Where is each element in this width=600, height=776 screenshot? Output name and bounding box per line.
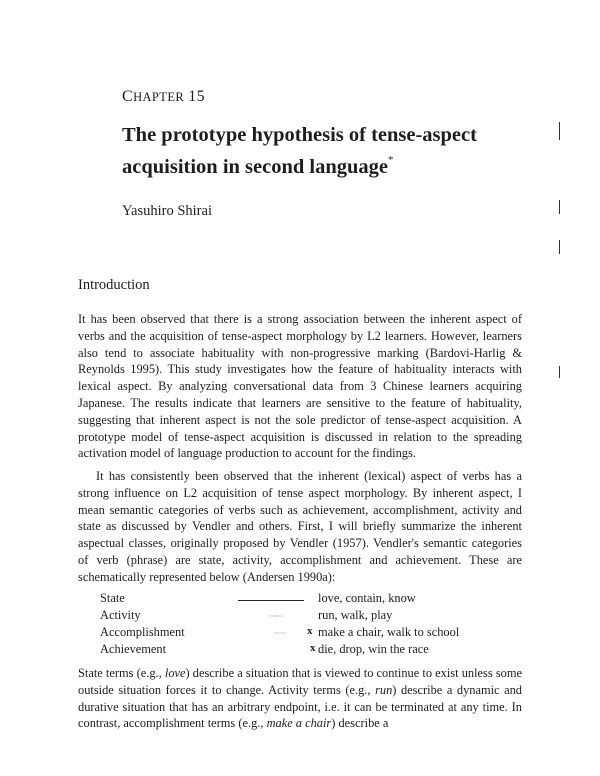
schema-row-activity [100, 608, 500, 625]
endpoint-mark: x [310, 642, 316, 654]
chapter-word: HAPTER [133, 90, 185, 104]
schema-row-accomplishment [100, 625, 500, 642]
title-line-2 [122, 149, 542, 181]
author-name: Yasuhiro Shirai [122, 203, 212, 219]
chapter-initial: C [122, 88, 134, 105]
text-run: ) describe a situation that is viewed to continue to exist unless some outside situation forces it to change. Activity terms (e.g., [78, 666, 522, 697]
aspect-classes-schema [100, 591, 500, 659]
class-name: Accomplishment [100, 625, 185, 639]
title-footnote-mark: * [388, 154, 394, 166]
title-line-2-text: acquisition in second language [122, 155, 388, 178]
dynamic-wavy-line [256, 632, 304, 634]
schema-row-state [100, 591, 500, 608]
class-name: Achievement [100, 642, 167, 656]
chapter-title [122, 122, 542, 181]
endpoint-mark: x [307, 625, 313, 637]
dynamic-wavy-line [248, 615, 304, 617]
text-run: State terms (e.g., [78, 666, 165, 680]
class-examples: make a chair, walk to school [318, 625, 460, 639]
body-paragraph-1: It has consistently been observed that the inherent (lexical) aspect of verbs has a strong influence on L2 acquisition of tense aspect morphology. By inherent aspect, I mean semantic categories of verbs such as achievement, accomplishment, activity and state as discussed by Vendler and others. First, I will briefly summarize the inherent aspectual classes, originally proposed by Vendler (1957). Vendler's semantic categories of verb (phrase) are state, activity, accomplishment and achievement. These are schematically represented below (Andersen 1990a): [78, 469, 522, 584]
class-examples: love, contain, know [318, 591, 416, 605]
text-run: ) describe a [331, 716, 389, 731]
class-examples: die, drop, win the race [318, 642, 429, 656]
text-run: ) describe a dynamic and durative situation that has an arbitrary endpoint, i.e. it can be terminated at any time. In contrast, accomplishment terms (e.g., [78, 682, 523, 731]
scan-edge-mark [559, 366, 560, 378]
scan-edge-mark [559, 200, 560, 214]
example-term: run [375, 682, 393, 697]
title-line-1: The prototype hypothesis of tense-aspect [122, 124, 477, 146]
schema-row-achievement [100, 642, 500, 659]
chapter-label [122, 88, 205, 106]
class-examples: run, walk, play [318, 608, 393, 622]
chapter-number: 15 [188, 88, 206, 105]
example-term: love [164, 666, 186, 680]
continuous-line [238, 600, 304, 601]
scan-edge-mark [559, 122, 560, 140]
class-name: Activity [100, 608, 141, 622]
scan-edge-mark [559, 240, 560, 254]
class-name: State [100, 591, 125, 605]
abstract-paragraph: It has been observed that there is a strong association between the inherent aspect of verbs and the acquisition of tense-aspect morphology by L2 learners. However, learners also tend to associate habituality with non-progressive marking (Bardovi-Harlig & Reynolds 1995). This study investigates how the feature of habituality interacts with lexical aspect. By analyzing conversational data from 3 Chinese learners acquiring Japanese. The results indicate that learners are sensitive to the feature of habituality, suggesting that inherent aspect is not the sole predictor of tense-aspect acquisition. A prototype model of tense-aspect acquisition is discussed in relation to the spreading activation model of language production to account for the findings. [78, 312, 522, 461]
body-paragraph-2 [78, 665, 522, 732]
example-term: make a chair [266, 716, 332, 731]
section-heading: Introduction [78, 277, 150, 293]
